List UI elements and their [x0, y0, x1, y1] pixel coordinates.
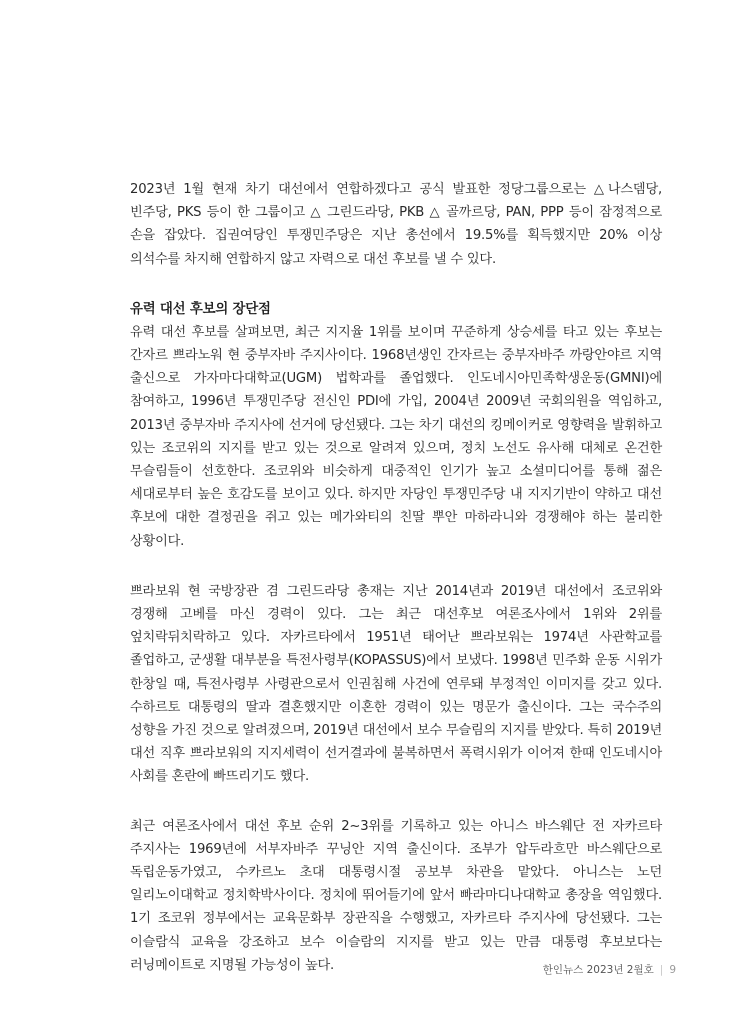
paragraph-gap [130, 271, 662, 298]
page-footer [543, 962, 676, 977]
paragraph-ganjar: 유력 대선 후보를 살펴보면, 최근 지지율 1위를 보이며 꾸준하게 상승세를 타고 있는 후보는 간자르 쁘라노워 현 중부자바 주지사이다. 1968년생인 간자르는 중부자바주 까랑안야르 지역 출신으로 가자마다대학교(UGM) 법학과를 졸업했다. 인도네시아민족학생운동(GMNI)에 참여하고, 1996년 투쟁민주당 전신인 PDI에 가입, 2004년 2009년 국회의원을 역임하고, 2013년 중부자바 주지사에 선거에 당선됐다. 그는 차기 대선의 킹메이커로 영향력을 발휘하고 있는 조코위의 지지를 받고 있는 것으로 알려져 있으며, 정치 노선도 유사해 대체로 온건한 무슬림들이 선호한다. 조코위와 비슷하게 대중적인 인기가 높고 소셜미디어를 통해 젊은 세대로부터 높은 호감도를 보이고 있다. 하지만 자당인 투쟁민주당 내 지지기반이 약하고 대선 후보에 대한 결정권을 쥐고 있는 메가와티의 친딸 뿌안 마하라니와 경쟁해야 하는 불리한 상황이다. [130, 324, 662, 549]
section-heading: 유력 대선 후보의 장단점 [130, 301, 271, 317]
paragraph-intro: 2023년 1월 현재 차기 대선에서 연합하겠다고 공식 발표한 정당그룹으로는 △나스뎀당, 빈주당, PKS 등이 한 그룹이고 △ 그린드라당, PKB △ 골까르당, PAN, PPP 등이 잠정적으로 손을 잡았다. 집권여당인 투쟁민주당은 지난 총선에서 19.5%를 획득했지만 20% 이상 의석수를 차지해 연합하지 않고 자력으로 대선 후보를 낼 수 있다. [130, 182, 662, 267]
paragraph-gap [130, 789, 662, 815]
footer-separator: | [659, 964, 664, 976]
publication-name: 한인뉴스 2023년 2월호 [542, 964, 654, 976]
paragraph-prabowo: 쁘라보워 현 국방장관 겸 그린드라당 총재는 지난 2014년과 2019년 대선에서 조코위와 경쟁해 고베를 마신 경력이 있다. 그는 최근 대선후보 여론조사에서 1위와 2위를 엎치락뒤치락하고 있다. 자카르타에서 1951년 태어난 쁘라보워는 1974년 사관학교를 졸업하고, 군생활 대부분을 특전사령부(KOPASSUS)에서 보냈다. 1998년 민주화 운동 시위가 한창일 때, 특전사령부 사령관으로서 인권침해 사건에 연루돼 부정적인 이미지를 갖고 있다. 수하르토 대통령의 딸과 결혼했지만 이혼한 경력이 있는 명문가 출신이다. 그는 국수주의 성향을 가진 것으로 알려졌으며, 2019년 대선에서 보수 무슬림의 지지를 받았다. 특히 2019년 대선 직후 쁘라보워의 지지세력이 선거결과에 불복하면서 폭력시위가 이어져 한때 인도네시아 사회를 혼란에 빠뜨리기도 했다. [130, 583, 662, 785]
page-number: 9 [669, 964, 676, 976]
article-body [130, 178, 662, 977]
paragraph-gap [130, 553, 662, 580]
paragraph-anies: 최근 여론조사에서 대선 후보 순위 2~3위를 기록하고 있는 아니스 바스웨단 전 자카르타 주지사는 1969년에 서부자바주 꾸닝안 지역 출신이다. 조부가 압두라흐만 바스웨단으로 독립운동가였고, 수카르노 초대 대통령시절 공보부 차관을 맡았다. 아니스는 노던 일리노이대학교 정치학박사이다. 정치에 뛰어들기에 앞서 빠라마디나대학교 총장을 역임했다. 1기 조코위 정부에서는 교육문화부 장관직을 수행했고, 자카르타 주지사에 당선됐다. 그는 이슬람식 교육을 강조하고 보수 이슬람의 지지를 받고 있는 만큼 대통령 후보보다는 러닝메이트로 지명될 가능성이 높다. [130, 818, 662, 973]
